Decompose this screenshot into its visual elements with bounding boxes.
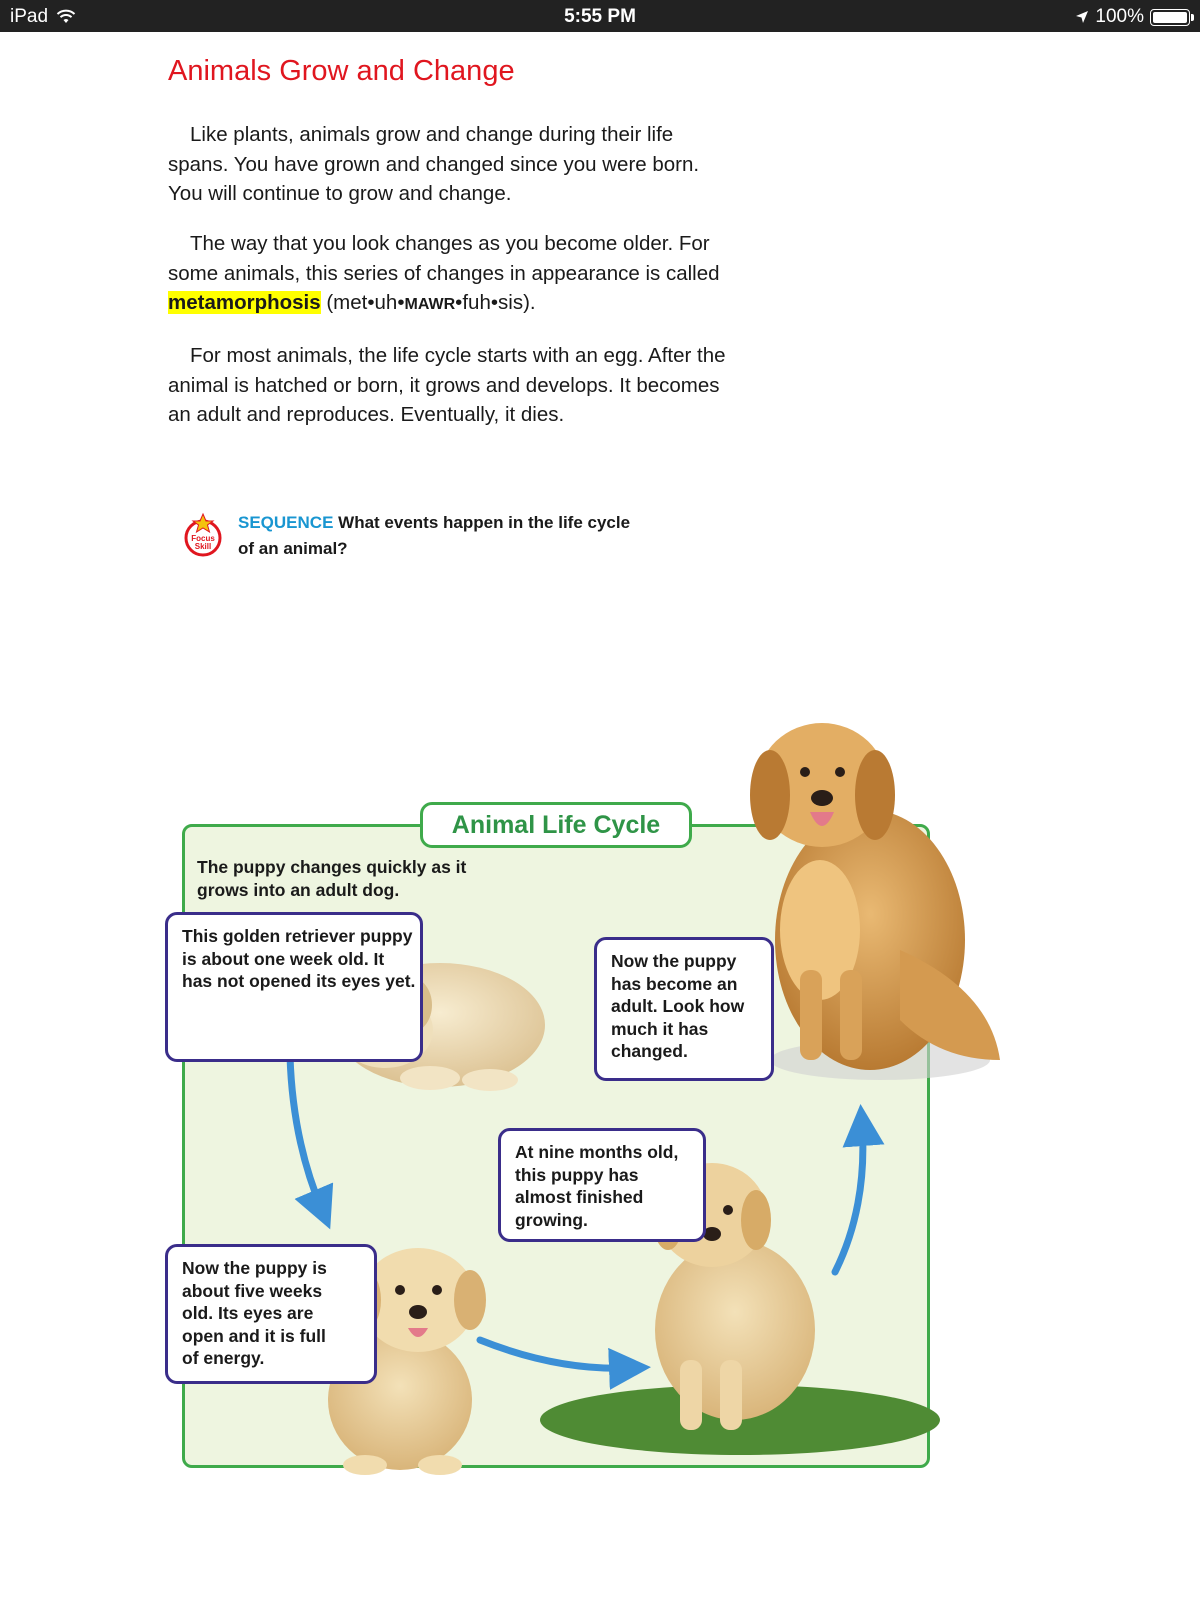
pronunciation-close: •fuh•sis). <box>455 291 536 314</box>
paragraph-2-text: The way that you look changes as you become older. For some animals, this series of changes in appearance is called <box>168 232 720 285</box>
battery-percent: 100% <box>1095 6 1144 27</box>
life-cycle-diagram <box>0 700 1200 1520</box>
callout-five-weeks <box>165 1244 377 1384</box>
callout-one-week-text: This golden retriever puppy is about one week old. It has not opened its eyes yet. <box>182 926 416 991</box>
device-label: iPad <box>10 6 49 27</box>
page-title: Animals Grow and Change <box>168 55 515 87</box>
pronunciation-open: (met•uh• <box>320 291 405 314</box>
focus-icon-line2: Skill <box>194 542 212 551</box>
arrow-five-weeks-to-nine-months <box>480 1340 630 1368</box>
callout-adult <box>594 937 774 1081</box>
focus-skill-icon <box>183 512 223 558</box>
callout-nine-months-text: At nine months old, this puppy has almost finished growing. <box>515 1142 679 1230</box>
arrow-week-to-five-weeks <box>290 1056 322 1210</box>
paragraph-2 <box>168 229 728 320</box>
callout-one-week <box>165 912 423 1062</box>
diagram-title: Animal Life Cycle <box>420 802 692 848</box>
battery-icon <box>1150 9 1190 26</box>
adult-dog-image <box>750 723 1000 1080</box>
focus-icon-line1: Focus <box>191 534 215 543</box>
callout-adult-text: Now the puppy has become an adult. Look how much it has changed. <box>611 951 745 1061</box>
clock: 5:55 PM <box>564 6 636 27</box>
status-bar <box>0 0 1200 32</box>
location-arrow-icon <box>1075 10 1089 24</box>
callout-nine-months <box>498 1128 706 1242</box>
vocabulary-term[interactable]: metamorphosis <box>168 291 321 314</box>
diagram-intro: The puppy changes quickly as it grows into an adult dog. <box>197 857 467 900</box>
focus-question <box>238 510 638 562</box>
battery-fill <box>1153 12 1187 23</box>
paragraph-1: Like plants, animals grow and change during their life spans. You have grown and changed since you were born. You will continue to grow and change. <box>168 123 700 205</box>
sequence-label: SEQUENCE <box>238 513 334 532</box>
focus-question-text: What events happen in the life cycle of an animal? <box>238 513 631 558</box>
callout-five-weeks-text: Now the puppy is about five weeks old. Its eyes are open and it is full of energy. <box>182 1258 327 1368</box>
paragraph-3: For most animals, the life cycle starts with an egg. After the animal is hatched or born, it grows and develops. It becomes an adult and reproduces. Eventually, it dies. <box>168 344 726 426</box>
pronunciation-stress: MAWR <box>404 296 456 313</box>
arrow-nine-months-to-adult <box>835 1125 863 1272</box>
